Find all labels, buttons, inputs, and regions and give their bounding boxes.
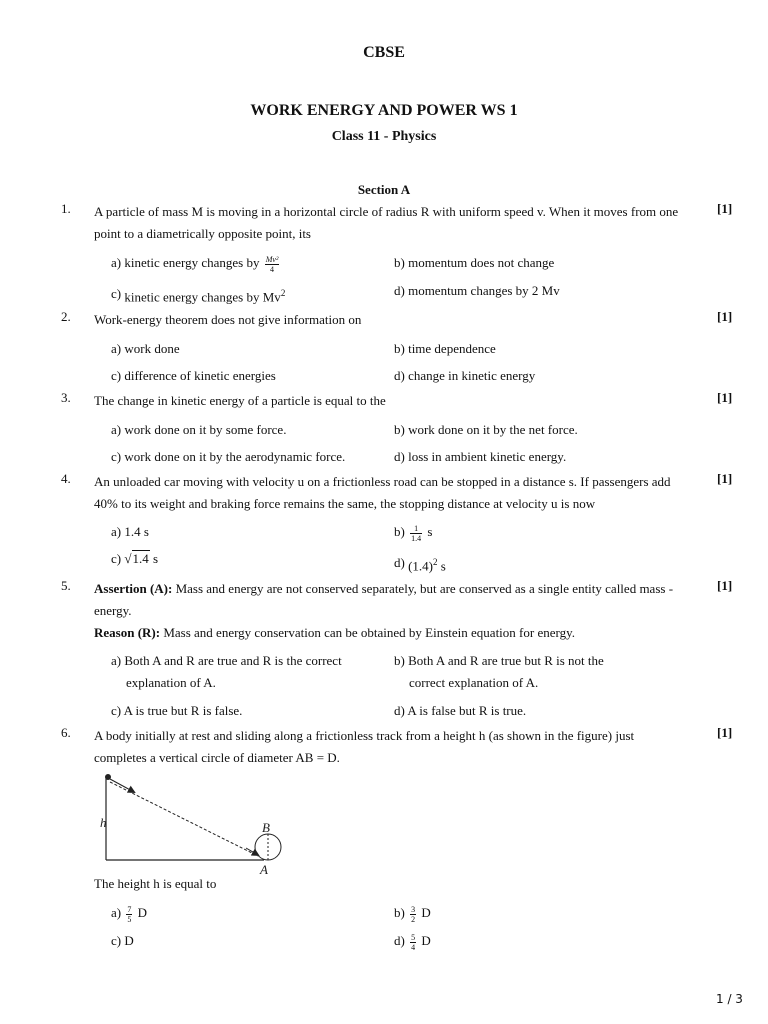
option-label: b)	[394, 905, 405, 920]
option-b	[394, 650, 604, 694]
fraction-numerator: 1	[410, 524, 422, 534]
option-d: d) momentum changes by 2 Mv	[394, 283, 560, 298]
question-text-line: A body initially at rest and sliding along a frictionless track from a height h (as shown in the figure) just	[94, 728, 635, 743]
question-text	[94, 725, 706, 769]
fraction-denominator: 4	[411, 942, 416, 952]
track-figure	[96, 770, 296, 880]
option-suffix: s	[153, 551, 159, 566]
label-h: h	[100, 815, 107, 830]
question-followup: The height h is equal to	[94, 876, 217, 891]
reason-text: Mass and energy conservation can be obtained by Einstein equation for energy.	[163, 625, 575, 640]
radicand: 1.4	[132, 551, 149, 566]
marks-badge: [1]	[717, 725, 733, 740]
option-d	[394, 551, 446, 577]
question-text: The change in kinetic energy of a particle is equal to the	[94, 393, 386, 408]
fraction-denominator: 4	[270, 264, 275, 274]
question-text-line: point to a diametrically opposite point, its	[94, 226, 311, 241]
option-a	[111, 650, 342, 694]
fraction-denominator: 2	[411, 914, 416, 924]
fraction-numerator: 3	[411, 904, 416, 914]
option-label: c)	[111, 286, 122, 302]
question-text-line: A particle of mass M is moving in a horizontal circle of radius R with uniform speed v. When it moves from one	[94, 204, 679, 219]
option-label: b)	[394, 524, 405, 539]
reason-label: Reason (R):	[94, 625, 161, 640]
question-text-line: completes a vertical circle of diameter AB = D.	[94, 750, 340, 765]
option-c: c) A is true but R is false.	[111, 703, 243, 718]
option-b: b) time dependence	[394, 341, 496, 356]
marks-badge: [1]	[717, 471, 733, 486]
question-text	[94, 578, 706, 644]
label-A: A	[260, 862, 268, 877]
option-a: a) work done	[111, 341, 180, 356]
assertion-text: Mass and energy are not conserved separately, but are conserved as a single entity called mass -	[175, 581, 674, 596]
option-text: (1.4)	[408, 558, 434, 574]
question-number: 2.	[61, 309, 71, 324]
arrow-icon	[110, 779, 134, 792]
marks-badge: [1]	[717, 309, 733, 324]
question-number: 4.	[61, 471, 71, 486]
option-c	[111, 282, 285, 308]
question-text: Work-energy theorem does not give information on	[94, 312, 362, 327]
option-d: d) change in kinetic energy	[394, 368, 536, 383]
fraction	[265, 255, 280, 274]
fraction	[410, 933, 416, 952]
marks-badge: [1]	[717, 578, 733, 593]
option-b	[394, 902, 431, 924]
option-d: d) A is false but R is true.	[394, 703, 527, 718]
incline-track	[110, 782, 258, 856]
assertion-label: Assertion (A):	[94, 581, 173, 596]
option-d	[394, 930, 431, 952]
option-text: a) Both A and R are true and R is the correct	[111, 653, 342, 668]
fraction	[410, 905, 416, 924]
option-a: a) 1.4 s	[111, 524, 149, 539]
question-text	[94, 201, 706, 245]
option-suffix: D	[137, 905, 147, 920]
marks-badge: [1]	[717, 390, 733, 405]
option-label: d)	[394, 933, 405, 948]
option-label: a)	[111, 905, 122, 920]
option-d: d) loss in ambient kinetic energy.	[394, 449, 567, 464]
section-heading: Section A	[357, 182, 411, 197]
board-heading: CBSE	[363, 44, 405, 61]
question-number: 3.	[61, 390, 71, 405]
option-text: explanation of A.	[126, 675, 216, 690]
question-number: 6.	[61, 725, 71, 740]
option-suffix: s	[427, 524, 433, 539]
fraction	[126, 905, 132, 924]
option-suffix: D	[421, 905, 431, 920]
option-text: b) Both A and R are true but R is not the	[394, 653, 604, 668]
option-suffix: s	[440, 558, 446, 574]
fraction-numerator: Mv²	[265, 254, 279, 264]
option-suffix: D	[421, 933, 431, 948]
page-number: 1 / 3	[716, 992, 743, 1006]
worksheet-subtitle: Class 11 - Physics	[331, 129, 437, 144]
question-text-line: 40% to its weight and braking force remains the same, the stopping distance at velocity u is now	[94, 496, 596, 511]
question-number: 1.	[61, 201, 71, 216]
question-text	[94, 471, 706, 515]
superscript: 2	[280, 288, 286, 298]
fraction-numerator: 7	[127, 904, 132, 914]
option-label: d)	[394, 555, 405, 571]
sqrt-icon: √	[124, 551, 132, 566]
label-B: B	[262, 820, 270, 835]
worksheet-title: WORK ENERGY AND POWER WS 1	[250, 102, 518, 119]
option-text: kinetic energy changes by Mv	[124, 289, 281, 305]
fraction-numerator: 5	[411, 932, 416, 942]
option-c: c) difference of kinetic energies	[111, 368, 276, 383]
question-number: 5.	[61, 578, 71, 593]
option-b: b) momentum does not change	[394, 255, 555, 270]
option-b: b) work done on it by the net force.	[394, 422, 578, 437]
fraction-denominator: 1.4	[411, 533, 422, 543]
fraction-denominator: 5	[127, 914, 132, 924]
option-c: c) work done on it by the aerodynamic force.	[111, 449, 346, 464]
option-label: c)	[111, 551, 122, 566]
question-text-line: An unloaded car moving with velocity u on a frictionless road can be stopped in a distance s. If passengers add	[94, 474, 671, 489]
option-a: a) work done on it by some force.	[111, 422, 287, 437]
option-c: c) D	[111, 933, 134, 948]
assertion-text: energy.	[94, 603, 132, 618]
option-text: correct explanation of A.	[409, 675, 539, 690]
option-a	[111, 252, 281, 274]
fraction	[410, 524, 422, 543]
marks-badge: [1]	[717, 201, 733, 216]
option-b	[394, 521, 432, 543]
option-c	[111, 548, 158, 570]
option-label: a) kinetic energy changes by	[111, 255, 260, 270]
superscript: 2	[433, 557, 438, 567]
option-a	[111, 902, 147, 924]
